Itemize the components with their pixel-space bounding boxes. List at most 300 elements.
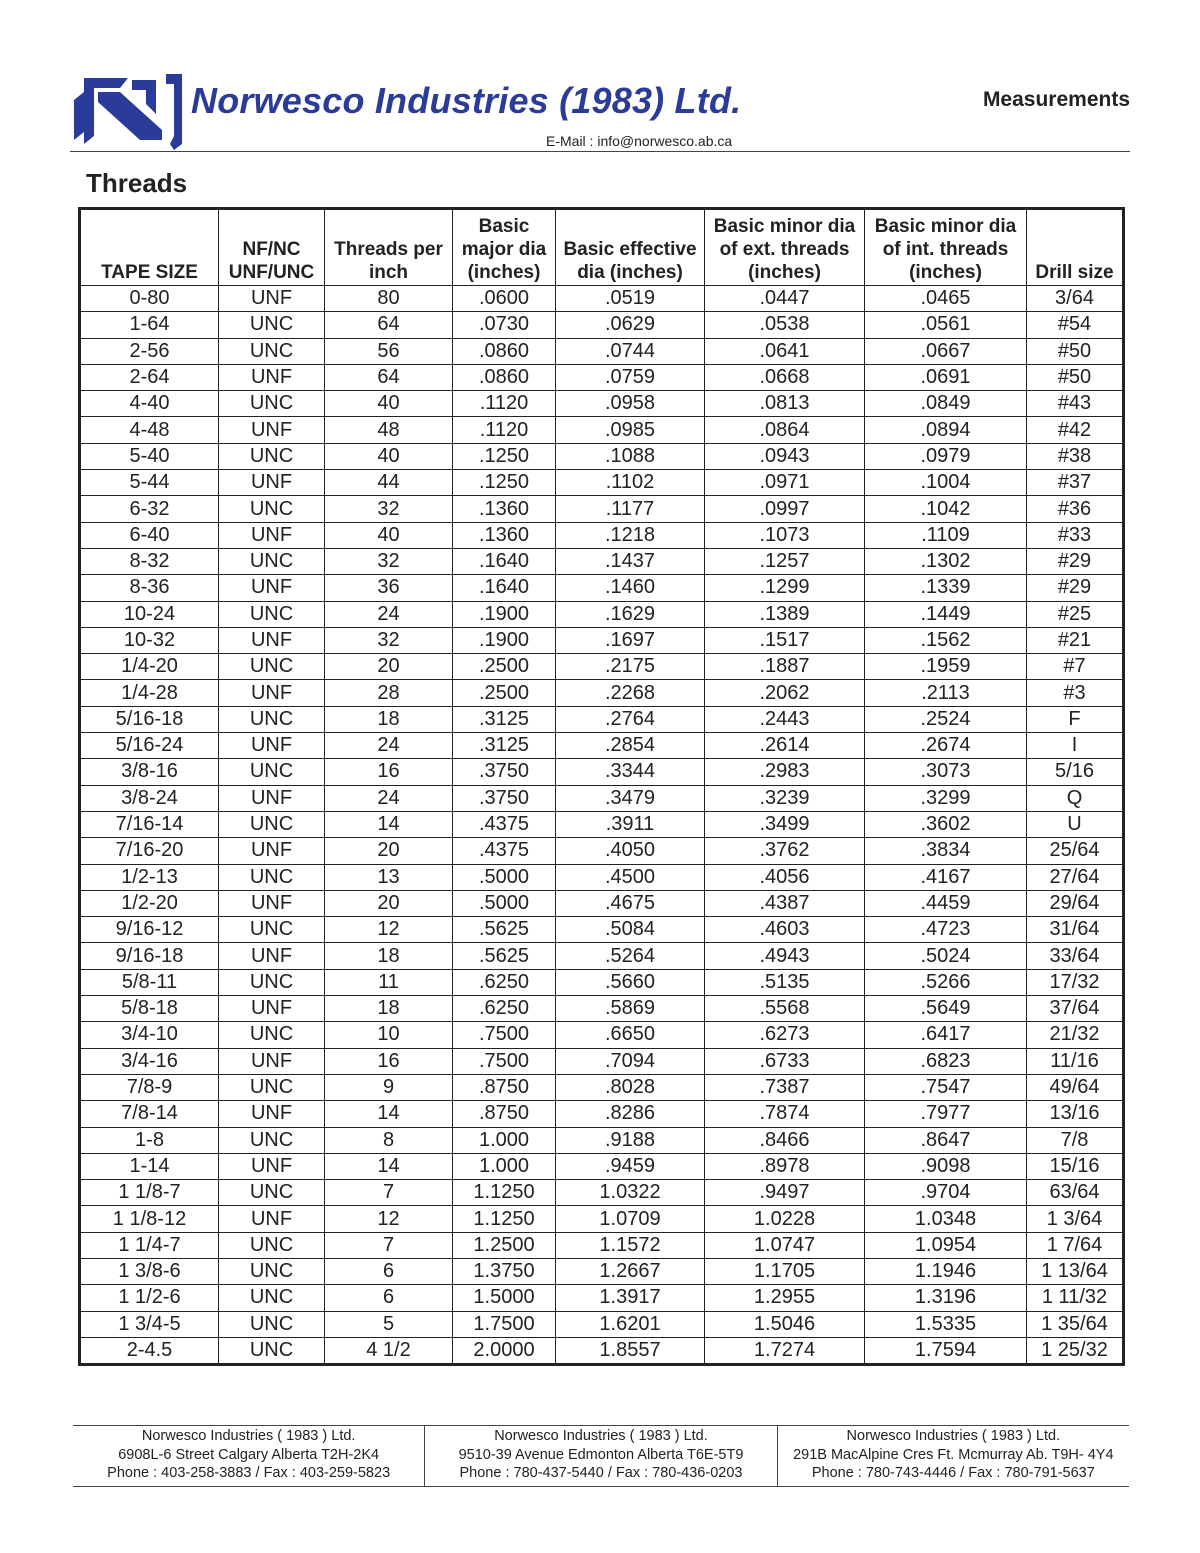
- table-cell: .3499: [705, 811, 865, 837]
- table-cell: 13/16: [1027, 1101, 1124, 1127]
- table-cell: 2-56: [80, 338, 219, 364]
- table-row: [80, 811, 1124, 837]
- table-cell: .1360: [453, 496, 556, 522]
- table-row: [80, 1206, 1124, 1232]
- table-cell: .2854: [556, 733, 705, 759]
- table-cell: 1.1572: [556, 1232, 705, 1258]
- table-cell: 7/16-14: [80, 811, 219, 837]
- table-cell: 12: [325, 917, 453, 943]
- table-cell: UNC: [219, 1127, 325, 1153]
- table-row: [80, 1311, 1124, 1337]
- table-row: [80, 943, 1124, 969]
- table-cell: UNC: [219, 443, 325, 469]
- office-name: Norwesco Industries ( 1983 ) Ltd.: [846, 1428, 1061, 1444]
- table-row: [80, 838, 1124, 864]
- table-row: [80, 548, 1124, 574]
- table-cell: .3834: [865, 838, 1027, 864]
- table-cell: 8: [325, 1127, 453, 1153]
- table-cell: .4387: [705, 890, 865, 916]
- table-cell: .0813: [705, 391, 865, 417]
- table-cell: .1250: [453, 443, 556, 469]
- table-cell: 9: [325, 1074, 453, 1100]
- table-row: [80, 522, 1124, 548]
- table-cell: UNF: [219, 627, 325, 653]
- table-cell: .5625: [453, 917, 556, 943]
- table-cell: 7/16-20: [80, 838, 219, 864]
- table-cell: 14: [325, 811, 453, 837]
- table-cell: .8750: [453, 1074, 556, 1100]
- table-cell: .8978: [705, 1153, 865, 1179]
- table-cell: .0894: [865, 417, 1027, 443]
- table-cell: F: [1027, 706, 1124, 732]
- table-cell: .4375: [453, 811, 556, 837]
- table-row: [80, 996, 1124, 1022]
- table-cell: 5/8-18: [80, 996, 219, 1022]
- table-cell: 8-32: [80, 548, 219, 574]
- table-cell: .7500: [453, 1048, 556, 1074]
- table-cell: 1.0228: [705, 1206, 865, 1232]
- table-row: [80, 1337, 1124, 1364]
- office-name: Norwesco Industries ( 1983 ) Ltd.: [141, 1428, 356, 1444]
- table-cell: .0447: [705, 286, 865, 312]
- table-cell: .3344: [556, 759, 705, 785]
- table-cell: 27/64: [1027, 864, 1124, 890]
- table-cell: .3239: [705, 785, 865, 811]
- footer-office-mcmurray: [777, 1426, 1129, 1486]
- column-header: TAPE SIZE: [80, 209, 219, 286]
- table-cell: UNF: [219, 470, 325, 496]
- table-row: [80, 654, 1124, 680]
- table-cell: 1-64: [80, 312, 219, 338]
- table-cell: 1/4-28: [80, 680, 219, 706]
- table-cell: 11: [325, 969, 453, 995]
- table-cell: 1 13/64: [1027, 1258, 1124, 1284]
- table-cell: 25/64: [1027, 838, 1124, 864]
- table-cell: #38: [1027, 443, 1124, 469]
- table-cell: .1218: [556, 522, 705, 548]
- table-cell: 63/64: [1027, 1180, 1124, 1206]
- table-cell: .5084: [556, 917, 705, 943]
- table-cell: .7500: [453, 1022, 556, 1048]
- table-cell: UNC: [219, 1337, 325, 1364]
- table-cell: .9459: [556, 1153, 705, 1179]
- table-cell: 13: [325, 864, 453, 890]
- table-cell: 16: [325, 759, 453, 785]
- table-cell: 20: [325, 654, 453, 680]
- table-cell: .6650: [556, 1022, 705, 1048]
- table-cell: UNF: [219, 890, 325, 916]
- table-cell: 1.1250: [453, 1206, 556, 1232]
- table-cell: .5264: [556, 943, 705, 969]
- table-cell: UNC: [219, 759, 325, 785]
- table-cell: .0849: [865, 391, 1027, 417]
- table-cell: .0730: [453, 312, 556, 338]
- table-cell: .7387: [705, 1074, 865, 1100]
- table-cell: .0971: [705, 470, 865, 496]
- table-cell: 1.5000: [453, 1285, 556, 1311]
- table-cell: .6823: [865, 1048, 1027, 1074]
- table-row: [80, 680, 1124, 706]
- table-cell: 8-36: [80, 575, 219, 601]
- table-cell: .0943: [705, 443, 865, 469]
- table-cell: UNF: [219, 838, 325, 864]
- table-row: [80, 338, 1124, 364]
- table-cell: .1250: [453, 470, 556, 496]
- office-contact: Phone : 780-743-4446 / Fax : 780-791-5637: [811, 1465, 1095, 1481]
- table-row: [80, 391, 1124, 417]
- table-row: [80, 443, 1124, 469]
- column-header: Drill size: [1027, 209, 1124, 286]
- table-cell: 1.3196: [865, 1285, 1027, 1311]
- table-cell: 0-80: [80, 286, 219, 312]
- table-cell: .1449: [865, 601, 1027, 627]
- table-cell: .6250: [453, 996, 556, 1022]
- table-cell: 32: [325, 627, 453, 653]
- table-cell: 5-44: [80, 470, 219, 496]
- table-cell: #54: [1027, 312, 1124, 338]
- table-cell: .5660: [556, 969, 705, 995]
- table-cell: 5-40: [80, 443, 219, 469]
- table-cell: #21: [1027, 627, 1124, 653]
- table-cell: .4500: [556, 864, 705, 890]
- table-cell: .1562: [865, 627, 1027, 653]
- table-cell: .4375: [453, 838, 556, 864]
- table-cell: UNF: [219, 1101, 325, 1127]
- table-cell: .0629: [556, 312, 705, 338]
- table-cell: 9/16-12: [80, 917, 219, 943]
- table-cell: 64: [325, 312, 453, 338]
- threads-table: [78, 207, 1125, 1366]
- table-cell: UNC: [219, 864, 325, 890]
- table-cell: 1.1946: [865, 1258, 1027, 1284]
- table-cell: 28: [325, 680, 453, 706]
- table-cell: 3/4-16: [80, 1048, 219, 1074]
- table-cell: 1.0747: [705, 1232, 865, 1258]
- table-cell: UNC: [219, 1311, 325, 1337]
- table-cell: 1.2667: [556, 1258, 705, 1284]
- table-cell: 1 3/4-5: [80, 1311, 219, 1337]
- table-cell: .0958: [556, 391, 705, 417]
- table-cell: 1-14: [80, 1153, 219, 1179]
- table-cell: Q: [1027, 785, 1124, 811]
- table-cell: 1 35/64: [1027, 1311, 1124, 1337]
- table-cell: UNF: [219, 785, 325, 811]
- table-cell: 2-64: [80, 364, 219, 390]
- table-cell: 3/8-24: [80, 785, 219, 811]
- table-cell: UNC: [219, 1285, 325, 1311]
- table-cell: 6-32: [80, 496, 219, 522]
- table-row: [80, 470, 1124, 496]
- table-cell: .6733: [705, 1048, 865, 1074]
- table-cell: UNC: [219, 811, 325, 837]
- table-cell: .1042: [865, 496, 1027, 522]
- table-cell: 1.0348: [865, 1206, 1027, 1232]
- table-cell: 37/64: [1027, 996, 1124, 1022]
- table-cell: 40: [325, 391, 453, 417]
- header-divider: [70, 151, 1130, 152]
- table-row: [80, 496, 1124, 522]
- table-row: [80, 759, 1124, 785]
- table-cell: .0600: [453, 286, 556, 312]
- table-cell: .5869: [556, 996, 705, 1022]
- table-cell: 1.1705: [705, 1258, 865, 1284]
- table-cell: .6417: [865, 1022, 1027, 1048]
- table-cell: .5568: [705, 996, 865, 1022]
- table-cell: 1 3/8-6: [80, 1258, 219, 1284]
- table-cell: .5135: [705, 969, 865, 995]
- table-cell: .0979: [865, 443, 1027, 469]
- table-cell: #7: [1027, 654, 1124, 680]
- table-cell: 80: [325, 286, 453, 312]
- table-cell: UNC: [219, 1022, 325, 1048]
- table-cell: UNF: [219, 522, 325, 548]
- table-cell: UNF: [219, 1048, 325, 1074]
- table-cell: 40: [325, 443, 453, 469]
- table-cell: 56: [325, 338, 453, 364]
- table-cell: .3125: [453, 706, 556, 732]
- table-row: [80, 785, 1124, 811]
- table-cell: .5024: [865, 943, 1027, 969]
- table-row: [80, 1285, 1124, 1311]
- table-cell: .9497: [705, 1180, 865, 1206]
- table-row: [80, 733, 1124, 759]
- table-cell: UNF: [219, 680, 325, 706]
- table-cell: #42: [1027, 417, 1124, 443]
- table-cell: 9/16-18: [80, 943, 219, 969]
- table-cell: .0668: [705, 364, 865, 390]
- table-cell: 5: [325, 1311, 453, 1337]
- table-cell: .7094: [556, 1048, 705, 1074]
- table-cell: .1339: [865, 575, 1027, 601]
- table-row: [80, 1232, 1124, 1258]
- table-cell: .1437: [556, 548, 705, 574]
- table-cell: 5/16-24: [80, 733, 219, 759]
- table-cell: .3125: [453, 733, 556, 759]
- table-cell: 49/64: [1027, 1074, 1124, 1100]
- footer-office-edmonton: [424, 1426, 776, 1486]
- table-cell: .8750: [453, 1101, 556, 1127]
- table-cell: 1.7274: [705, 1337, 865, 1364]
- table-cell: .1102: [556, 470, 705, 496]
- table-cell: UNC: [219, 706, 325, 732]
- office-address: 6908L-6 Street Calgary Alberta T2H-2K4: [118, 1446, 380, 1463]
- table-cell: 2-4.5: [80, 1337, 219, 1364]
- table-cell: .1302: [865, 548, 1027, 574]
- table-cell: .1629: [556, 601, 705, 627]
- table-cell: .9704: [865, 1180, 1027, 1206]
- table-cell: 1/4-20: [80, 654, 219, 680]
- table-cell: 64: [325, 364, 453, 390]
- table-cell: .1900: [453, 627, 556, 653]
- table-cell: .2524: [865, 706, 1027, 732]
- table-cell: .2500: [453, 654, 556, 680]
- table-cell: .1109: [865, 522, 1027, 548]
- table-cell: .4603: [705, 917, 865, 943]
- table-row: [80, 1048, 1124, 1074]
- table-cell: .1257: [705, 548, 865, 574]
- table-cell: .7977: [865, 1101, 1027, 1127]
- column-header: Threads per inch: [325, 209, 453, 286]
- table-cell: .8286: [556, 1101, 705, 1127]
- table-cell: #50: [1027, 364, 1124, 390]
- table-header-row: [80, 209, 1124, 286]
- table-cell: #33: [1027, 522, 1124, 548]
- table-cell: UNC: [219, 1258, 325, 1284]
- table-cell: .1887: [705, 654, 865, 680]
- table-cell: .5625: [453, 943, 556, 969]
- table-cell: UNF: [219, 1153, 325, 1179]
- table-cell: UNF: [219, 286, 325, 312]
- table-cell: 1.2500: [453, 1232, 556, 1258]
- table-cell: 1.0322: [556, 1180, 705, 1206]
- table-cell: .4056: [705, 864, 865, 890]
- table-cell: 36: [325, 575, 453, 601]
- table-cell: 1.2955: [705, 1285, 865, 1311]
- table-cell: .2113: [865, 680, 1027, 706]
- table-cell: .8028: [556, 1074, 705, 1100]
- table-cell: 3/8-16: [80, 759, 219, 785]
- table-cell: .4943: [705, 943, 865, 969]
- table-cell: UNC: [219, 917, 325, 943]
- table-cell: .2764: [556, 706, 705, 732]
- table-cell: #29: [1027, 575, 1124, 601]
- table-cell: 1 11/32: [1027, 1285, 1124, 1311]
- table-cell: UNC: [219, 1180, 325, 1206]
- table-cell: 16: [325, 1048, 453, 1074]
- table-cell: 1.000: [453, 1153, 556, 1179]
- table-cell: 1 1/4-7: [80, 1232, 219, 1258]
- table-cell: .5266: [865, 969, 1027, 995]
- table-cell: 1.3750: [453, 1258, 556, 1284]
- table-cell: .0519: [556, 286, 705, 312]
- table-cell: 14: [325, 1153, 453, 1179]
- table-cell: .1088: [556, 443, 705, 469]
- table-cell: 7/8: [1027, 1127, 1124, 1153]
- table-cell: .1004: [865, 470, 1027, 496]
- table-cell: 1.5335: [865, 1311, 1027, 1337]
- table-cell: .1640: [453, 575, 556, 601]
- table-cell: .0538: [705, 312, 865, 338]
- table-cell: 40: [325, 522, 453, 548]
- table-row: [80, 917, 1124, 943]
- table-row: [80, 1180, 1124, 1206]
- table-cell: #50: [1027, 338, 1124, 364]
- table-cell: 10-32: [80, 627, 219, 653]
- table-cell: 20: [325, 838, 453, 864]
- table-cell: 14: [325, 1101, 453, 1127]
- table-cell: 1.0709: [556, 1206, 705, 1232]
- table-cell: 1 25/32: [1027, 1337, 1124, 1364]
- table-cell: .3750: [453, 785, 556, 811]
- table-row: [80, 601, 1124, 627]
- table-cell: .1389: [705, 601, 865, 627]
- column-header: Basic major dia (inches): [453, 209, 556, 286]
- table-cell: .0860: [453, 338, 556, 364]
- table-row: [80, 1153, 1124, 1179]
- table-cell: #29: [1027, 548, 1124, 574]
- table-row: [80, 417, 1124, 443]
- norwesco-logo-icon: [70, 70, 188, 150]
- table-cell: .0561: [865, 312, 1027, 338]
- table-cell: 1.5046: [705, 1311, 865, 1337]
- table-row: [80, 627, 1124, 653]
- table-cell: 1/2-20: [80, 890, 219, 916]
- table-cell: .4723: [865, 917, 1027, 943]
- table-cell: 1.1250: [453, 1180, 556, 1206]
- table-cell: .0985: [556, 417, 705, 443]
- column-header: Basic minor dia of int. threads (inches): [865, 209, 1027, 286]
- table-cell: .4459: [865, 890, 1027, 916]
- column-header: NF/NC UNF/UNC: [219, 209, 325, 286]
- table-cell: .6273: [705, 1022, 865, 1048]
- table-cell: .3762: [705, 838, 865, 864]
- table-cell: .0465: [865, 286, 1027, 312]
- table-cell: 18: [325, 943, 453, 969]
- page-header: [70, 66, 1130, 154]
- table-cell: UNC: [219, 312, 325, 338]
- table-cell: 1 3/64: [1027, 1206, 1124, 1232]
- table-cell: 4 1/2: [325, 1337, 453, 1364]
- table-cell: .2268: [556, 680, 705, 706]
- table-row: [80, 1258, 1124, 1284]
- table-cell: UNF: [219, 575, 325, 601]
- table-cell: UNF: [219, 1206, 325, 1232]
- table-cell: .6250: [453, 969, 556, 995]
- table-row: [80, 1127, 1124, 1153]
- table-cell: .1517: [705, 627, 865, 653]
- table-body: [80, 286, 1124, 1365]
- table-cell: 5/16: [1027, 759, 1124, 785]
- table-cell: 3/4-10: [80, 1022, 219, 1048]
- table-cell: .5000: [453, 864, 556, 890]
- table-cell: .1959: [865, 654, 1027, 680]
- table-cell: 31/64: [1027, 917, 1124, 943]
- table-row: [80, 864, 1124, 890]
- table-cell: .8647: [865, 1127, 1027, 1153]
- table-cell: 17/32: [1027, 969, 1124, 995]
- table-cell: 1/2-13: [80, 864, 219, 890]
- table-cell: 32: [325, 548, 453, 574]
- table-cell: .4675: [556, 890, 705, 916]
- table-row: [80, 706, 1124, 732]
- table-cell: UNF: [219, 733, 325, 759]
- table-cell: UNF: [219, 364, 325, 390]
- table-cell: 6: [325, 1285, 453, 1311]
- table-cell: UNC: [219, 338, 325, 364]
- table-cell: .7547: [865, 1074, 1027, 1100]
- table-cell: 48: [325, 417, 453, 443]
- table-cell: .0759: [556, 364, 705, 390]
- table-cell: .0744: [556, 338, 705, 364]
- table-cell: 5/8-11: [80, 969, 219, 995]
- table-cell: 7: [325, 1180, 453, 1206]
- table-cell: .3073: [865, 759, 1027, 785]
- table-cell: .3299: [865, 785, 1027, 811]
- table-cell: #25: [1027, 601, 1124, 627]
- table-cell: .7874: [705, 1101, 865, 1127]
- table-cell: 1.8557: [556, 1337, 705, 1364]
- table-cell: 18: [325, 706, 453, 732]
- table-cell: 44: [325, 470, 453, 496]
- table-row: [80, 1022, 1124, 1048]
- table-cell: UNC: [219, 969, 325, 995]
- table-cell: UNC: [219, 601, 325, 627]
- table-cell: 20: [325, 890, 453, 916]
- table-cell: 6-40: [80, 522, 219, 548]
- table-cell: .1299: [705, 575, 865, 601]
- table-cell: UNF: [219, 417, 325, 443]
- footer-office-calgary: [73, 1426, 424, 1486]
